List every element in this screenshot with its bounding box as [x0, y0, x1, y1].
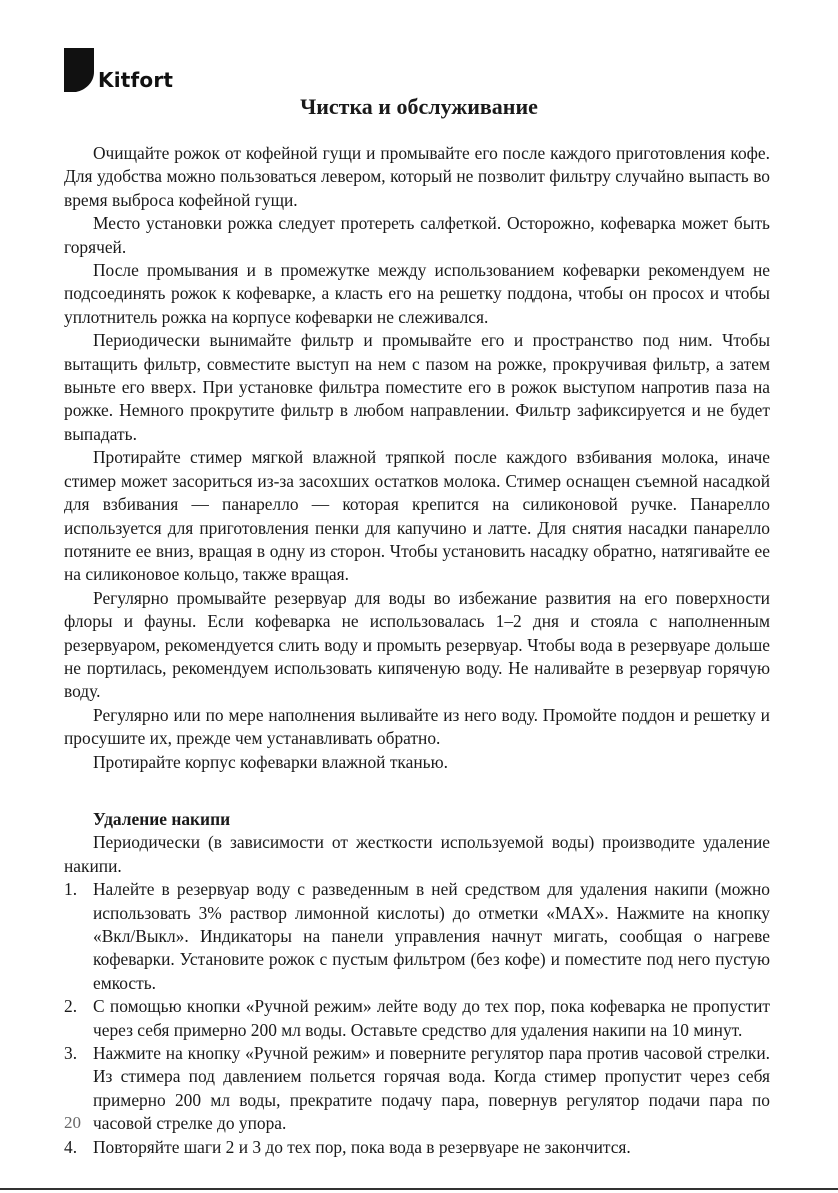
paragraph: После промывания и в промежутке между использованием кофеварки рекомендуем не подсоединять рожок к кофеварке, а класть его на решетку поддона, чтобы он просох и чтобы уплотнитель рожка на корпусе кофеварки не слеживался.	[64, 260, 770, 327]
step-text: Повторяйте шаги 2 и 3 до тех пор, пока вода в резервуаре не закончится.	[93, 1136, 631, 1157]
paragraph: Регулярно или по мере наполнения выливайте из него воду. Промойте поддон и решетку и просушите их, прежде чем устанавливать обратно.	[64, 704, 770, 749]
paragraph: Протирайте корпус кофеварки влажной тканью.	[93, 751, 448, 772]
kitfort-logo-icon	[64, 48, 94, 92]
step-text: Налейте в резервуар воду с разведенным в ней средством для удаления накипи (можно использовать 3% раствор лимонной кислоты) до отметки «MAX». Нажмите на кнопку «Вкл/Выкл». Индикаторы на панели управления начнут мигать, сообщая о нагреве кофеварки. Установите рожок с пустым фильтром (без кофе) и поместите под него пустую емкость.	[93, 879, 770, 993]
paragraph: Регулярно промывайте резервуар для воды во избежание развития на его поверхности флоры и фауны. Если кофеварка не использовалась 1–2 дня и стояла с наполненным резервуаром, рекомендуется слить воду и промыть резервуар. Чтобы вода в резервуаре дольше не портилась, рекомендуем использовать кипяченую воду. Не наливайте в резервуар горячую воду.	[64, 587, 770, 702]
step-number: 2.	[64, 996, 78, 1017]
list-item	[64, 878, 770, 995]
step-text: С помощью кнопки «Ручной режим» лейте воду до тех пор, пока кофеварка не пропустит через себя примерно 200 мл воды. Оставьте средство для удаления накипи на 10 минут.	[93, 996, 770, 1040]
step-number: 3.	[64, 1043, 78, 1064]
section-heading: Удаление накипи	[93, 808, 231, 829]
brand-name: Kitfort	[98, 68, 174, 92]
list-item	[64, 995, 770, 1042]
paragraph: Периодически вынимайте фильтр и промывайте его и пространство под ним. Чтобы вытащить фильтр, совместите выступ на нем с пазом на рожке, прокручивая фильтр, а затем выньте его вверх. При установке фильтра поместите его в рожок выступом напротив паза на рожке. Немного прокрутите фильтр в любом направлении. Фильтр зафиксируется и не будет выпадать.	[64, 330, 770, 444]
brand-logo	[64, 48, 173, 92]
list-item	[64, 1136, 770, 1159]
step-number: 4.	[64, 1136, 78, 1157]
list-item	[64, 1042, 770, 1136]
page-body	[64, 142, 770, 1159]
page-number: 20	[64, 1113, 81, 1132]
page-title: Чистка и обслуживание	[300, 94, 538, 119]
step-number: 1.	[64, 879, 78, 900]
section-intro: Периодически (в зависимости от жесткости используемой воды) производите удаление накипи.	[64, 832, 770, 876]
bottom-divider	[0, 1188, 838, 1190]
descaling-steps	[64, 878, 770, 1159]
paragraph: Место установки рожка следует протереть салфеткой. Осторожно, кофеварка может быть горячей.	[64, 213, 770, 257]
step-text: Нажмите на кнопку «Ручной режим» и поверните регулятор пара против часовой стрелки. Из стимера под давлением польется горячая вода. Когда стимер пропустит через себя примерно 200 мл воды, прекратите подачу пара, повернув регулятор подачи пара по часовой стрелке до упора.	[93, 1043, 770, 1134]
paragraph: Очищайте рожок от кофейной гущи и промывайте его после каждого приготовления кофе. Для удобства можно пользоваться левером, который не позволит фильтру случайно выпасть во время выброса кофейной гущи.	[64, 143, 770, 210]
paragraph: Протирайте стимер мягкой влажной тряпкой после каждого взбивания молока, иначе стимер может засориться из-за засохших остатков молока. Стимер оснащен съемной насадкой для взбивания — панарелло — которая крепится на силиконовой ручке. Панарелло используется для приготовления пенки для капучино и латте. Для снятия насадки панарелло потяните ее вниз, вращая в одну из сторон. Чтобы установить насадку обратно, натягивайте ее на силиконовое кольцо, также вращая.	[64, 447, 770, 585]
